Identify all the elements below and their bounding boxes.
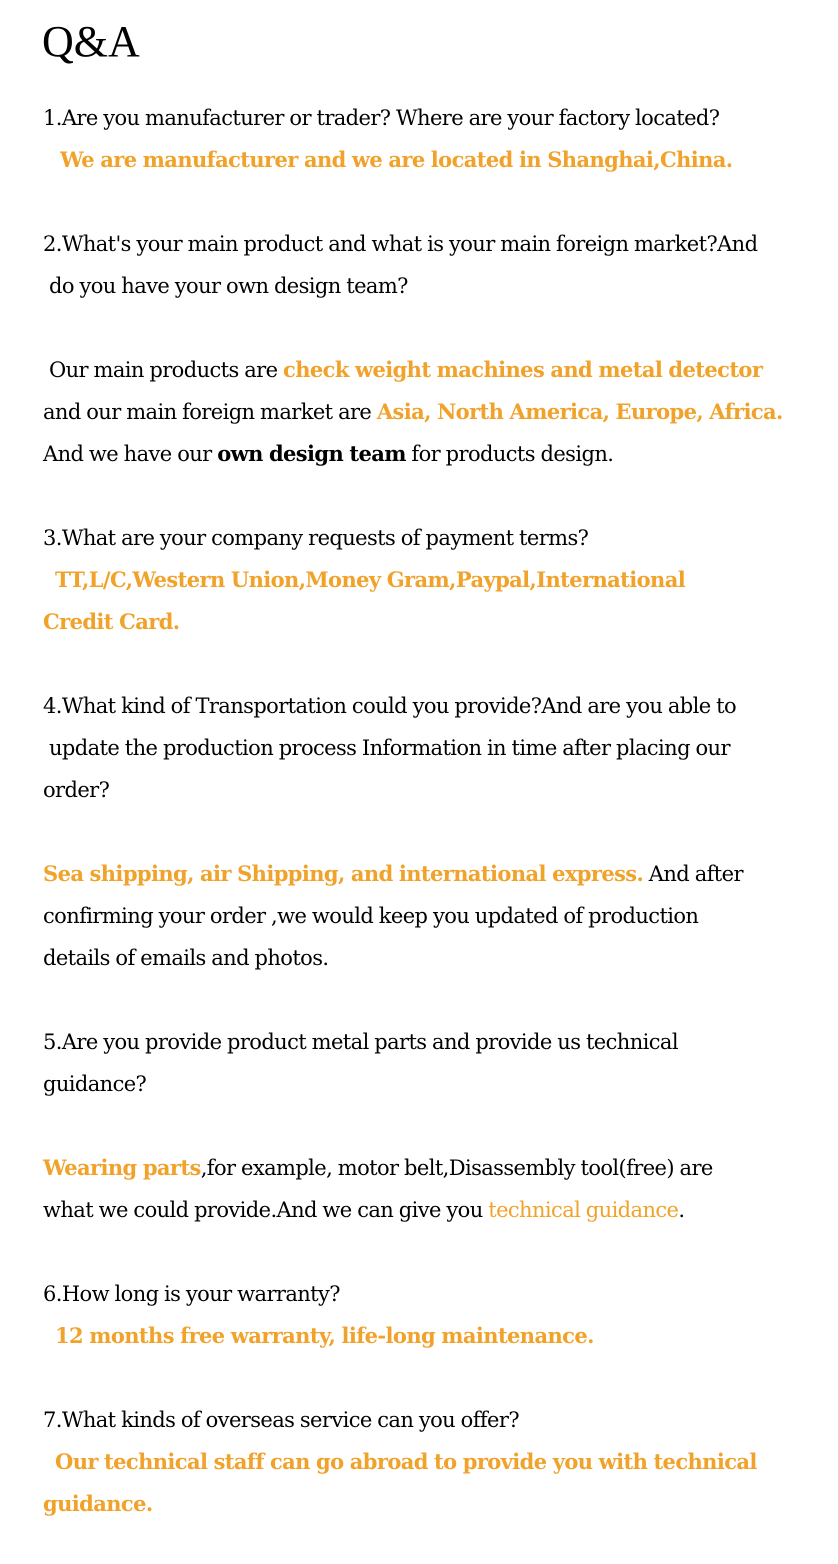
- answer-2-text: And we have our: [43, 442, 218, 466]
- answer-2-highlight: check weight machines and metal detector: [283, 357, 763, 382]
- answer-4-highlight: Sea shipping, air Shipping, and international express.: [43, 861, 644, 886]
- question-5-line-2: guidance?: [43, 1072, 147, 1096]
- question-2-line-1: 2.What's your main product and what is your main foreign market?And: [43, 232, 758, 256]
- answer-2-text: and our main foreign market are: [43, 400, 377, 424]
- question-6: 6.How long is your warranty?: [43, 1282, 340, 1306]
- answer-2-text: Our main products are: [49, 358, 284, 382]
- qa-list: [43, 97, 833, 1525]
- question-7: 7.What kinds of overseas service can you offer?: [43, 1408, 519, 1432]
- question-5-line-1: 5.Are you provide product metal parts and provide us technical: [43, 1030, 678, 1054]
- answer-7-line-1: Our technical staff can go abroad to provide you with technical: [55, 1449, 757, 1474]
- answer-4-line-1: [43, 853, 833, 895]
- answer-5-highlight: technical guidance: [488, 1198, 679, 1222]
- answer-4-text: And after: [643, 862, 743, 886]
- answer-2-line-3: [43, 433, 833, 475]
- answer-1: We are manufacturer and we are located in Shanghai,China.: [60, 147, 733, 172]
- answer-2-line-1: [43, 349, 833, 391]
- answer-2-bold: own design team: [217, 441, 406, 466]
- spacer: [43, 475, 833, 517]
- answer-5-text: what we could provide.And we can give you: [43, 1198, 489, 1222]
- question-1: 1.Are you manufacturer or trader? Where are your factory located?: [43, 106, 720, 130]
- page-title: Q&A: [42, 17, 140, 66]
- answer-5-line-1: [43, 1147, 833, 1189]
- spacer: [43, 979, 833, 1021]
- question-3: 3.What are your company requests of payment terms?: [43, 526, 589, 550]
- answer-3-line-2: Credit Card.: [43, 609, 180, 634]
- spacer: [43, 811, 833, 853]
- spacer: [43, 307, 833, 349]
- answer-5-text: .: [678, 1198, 685, 1222]
- question-4-line-3: order?: [43, 778, 110, 802]
- answer-2-highlight: Asia, North America, Europe, Africa.: [376, 399, 783, 424]
- answer-2-line-2: [43, 391, 833, 433]
- answer-4-line-2: confirming your order ,we would keep you updated of production: [43, 904, 699, 928]
- answer-6: 12 months free warranty, life-long maintenance.: [55, 1323, 594, 1348]
- spacer: [43, 1357, 833, 1399]
- answer-4-line-3: details of emails and photos.: [43, 946, 329, 970]
- question-4-line-1: 4.What kind of Transportation could you provide?And are you able to: [43, 694, 737, 718]
- spacer: [43, 1231, 833, 1273]
- answer-5-highlight: Wearing parts: [43, 1155, 201, 1180]
- spacer: [43, 181, 833, 223]
- answer-2-text: for products design.: [405, 442, 614, 466]
- spacer: [43, 1105, 833, 1147]
- question-4-line-2: update the production process Information in time after placing our: [49, 736, 730, 760]
- question-2-line-2: do you have your own design team?: [49, 274, 408, 298]
- answer-3-line-1: TT,L/C,Western Union,Money Gram,Paypal,International: [55, 567, 686, 592]
- answer-5-line-2: [43, 1189, 833, 1231]
- answer-7-line-2: guidance.: [43, 1491, 153, 1516]
- spacer: [43, 643, 833, 685]
- answer-5-text: ,for example, motor belt,Disassembly tool(free) are: [200, 1156, 713, 1180]
